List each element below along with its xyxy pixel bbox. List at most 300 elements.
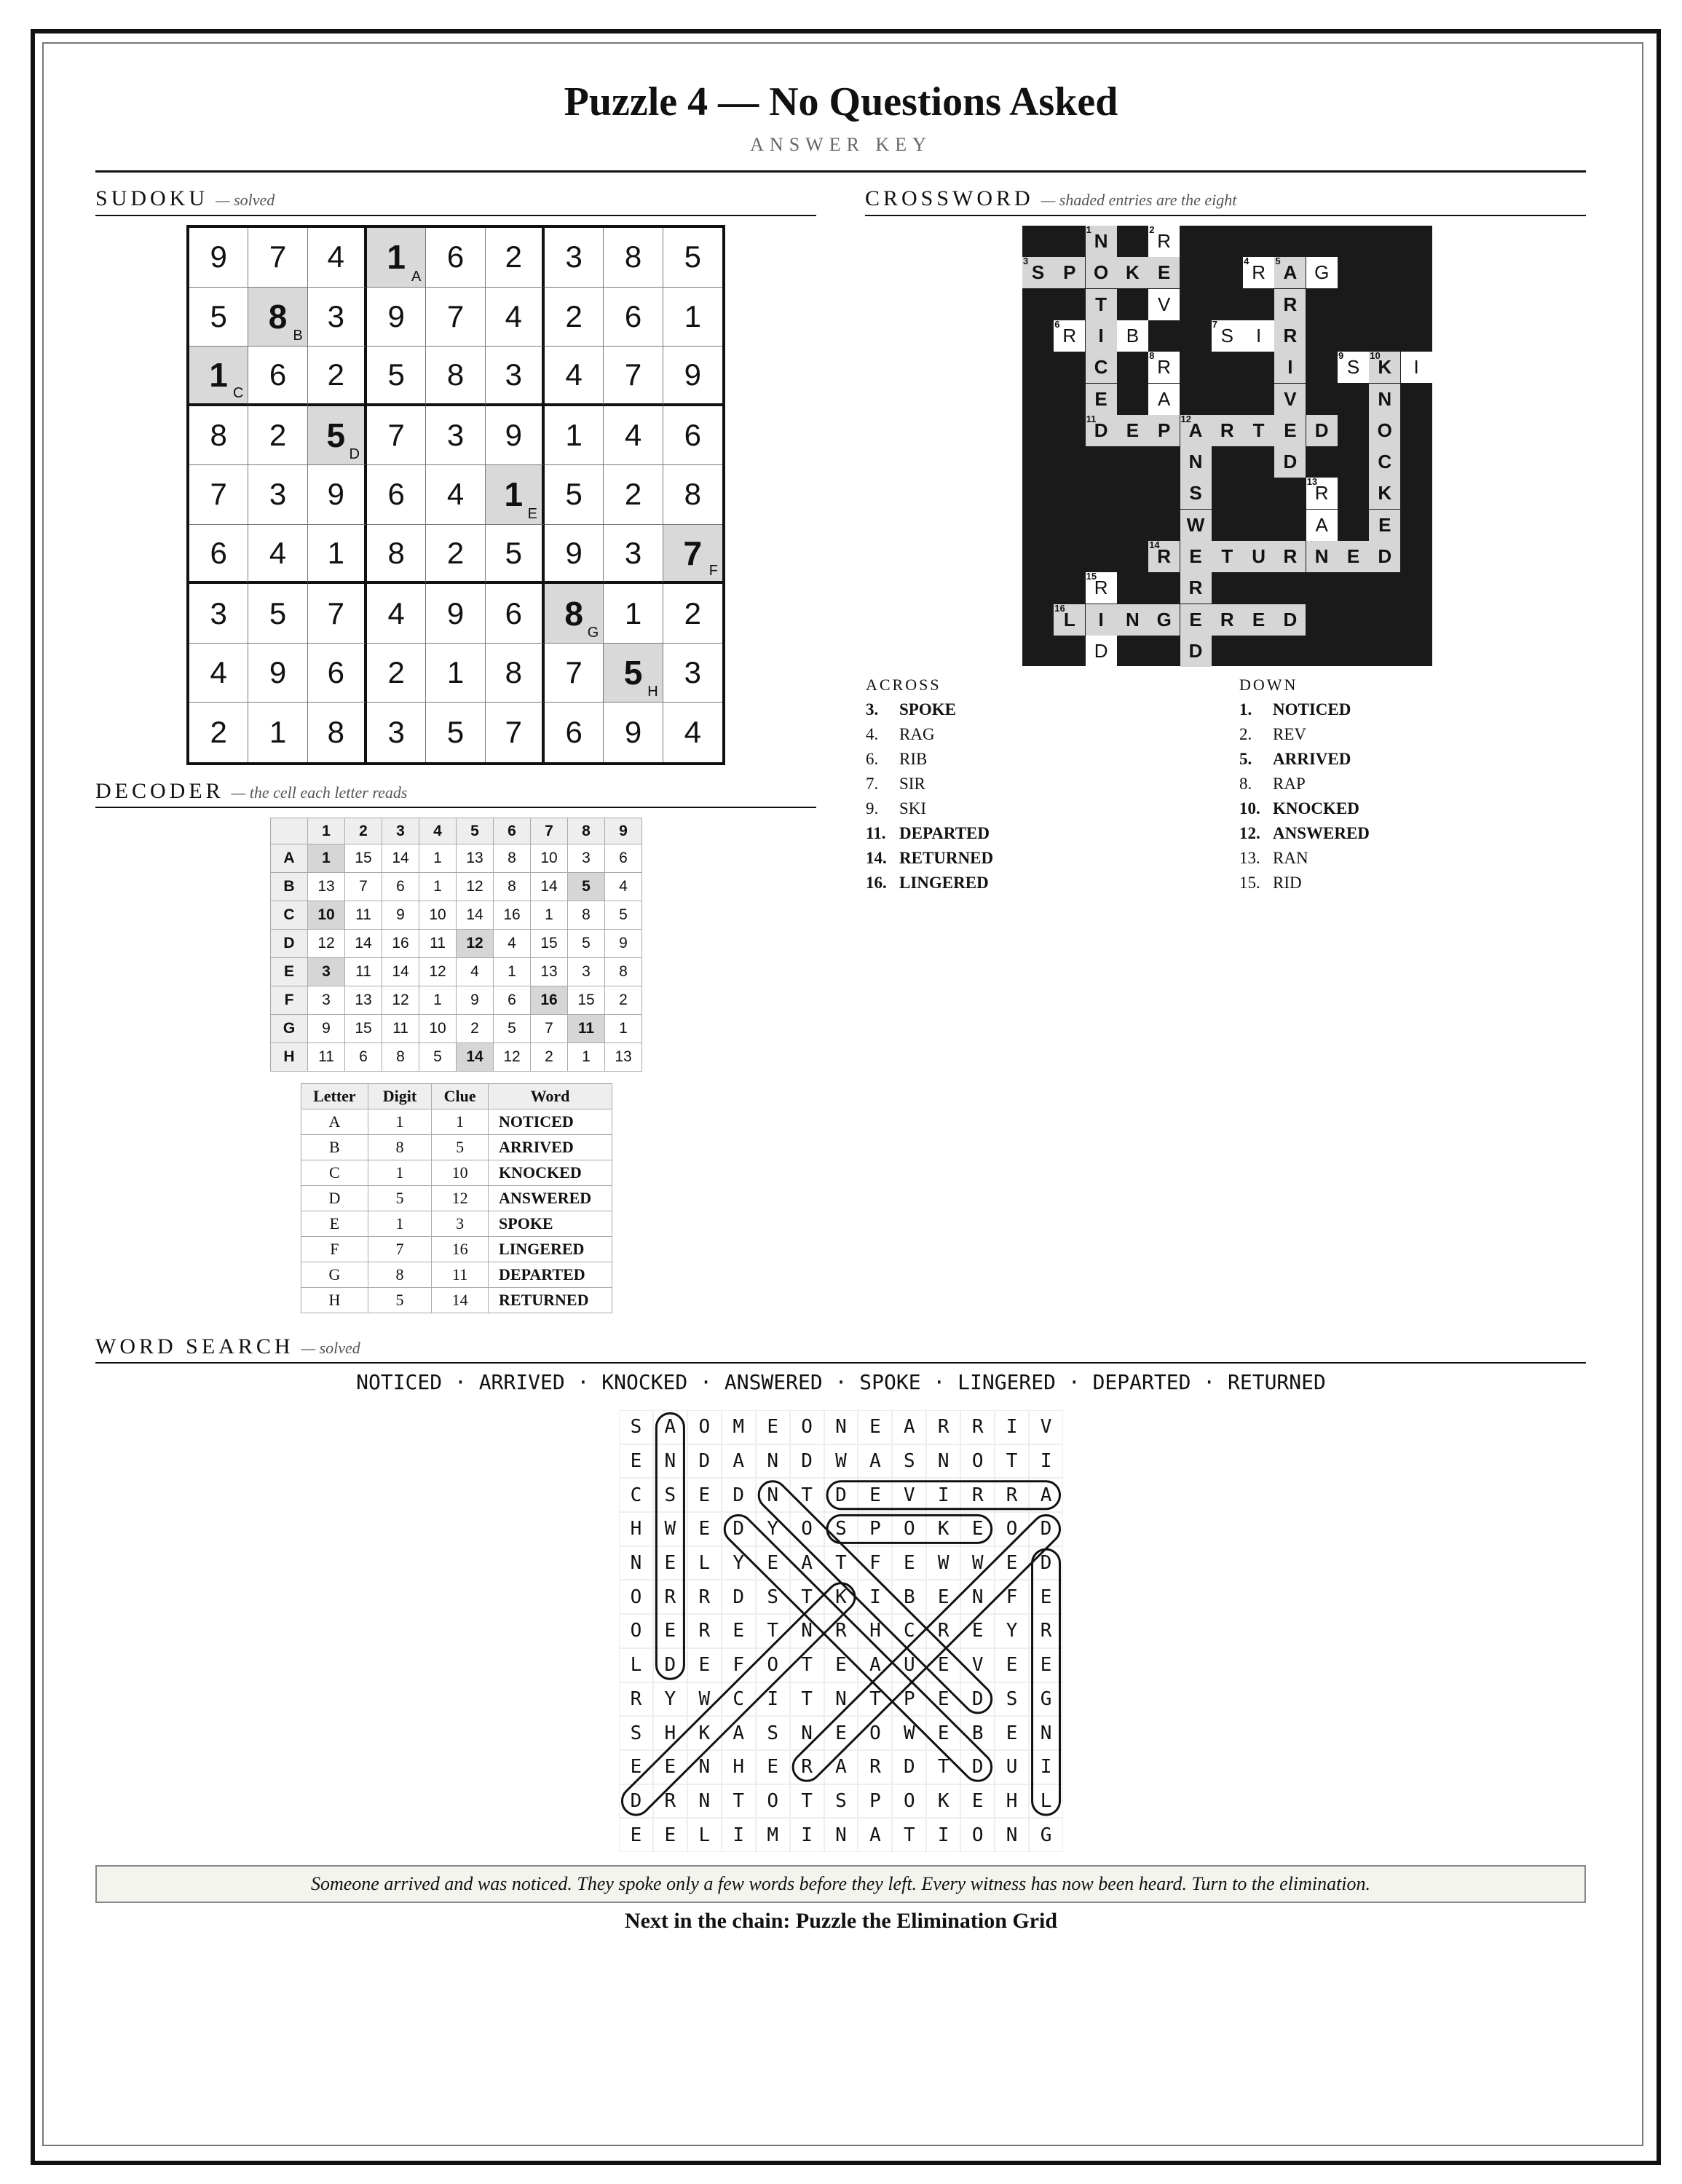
across-clue: 14. RETURNED <box>866 849 994 867</box>
wordsearch-letter[interactable]: V <box>892 1478 926 1512</box>
wordsearch-letter[interactable]: A <box>858 1648 892 1682</box>
wordsearch-letter[interactable]: I <box>722 1818 756 1852</box>
wordsearch-letter[interactable]: R <box>995 1478 1029 1512</box>
wordsearch-letter[interactable]: K <box>926 1512 960 1546</box>
crossword-letter: E <box>1346 545 1360 567</box>
wordsearch-letter[interactable]: T <box>722 1784 756 1819</box>
wordsearch-letter[interactable]: N <box>619 1546 653 1580</box>
wordsearch-letter[interactable]: Y <box>756 1512 790 1546</box>
wordsearch-letter[interactable]: F <box>995 1580 1029 1614</box>
wordsearch-letter[interactable]: R <box>687 1614 722 1648</box>
wordsearch-letter[interactable]: E <box>926 1580 960 1614</box>
wordsearch-letter[interactable]: C <box>892 1614 926 1648</box>
wordsearch-letter[interactable]: E <box>653 1750 687 1784</box>
decoder-cell: 15 <box>531 930 568 958</box>
wordsearch-letter[interactable]: A <box>653 1410 687 1444</box>
crossword-clue-number: 12 <box>1180 413 1191 424</box>
wordsearch-letter[interactable]: R <box>960 1410 995 1444</box>
crossword-clue-number: 15 <box>1086 571 1097 582</box>
sudoku-cell: 4 <box>308 228 367 288</box>
wordsearch-letter[interactable]: I <box>756 1682 790 1717</box>
wordsearch-letter[interactable]: E <box>687 1648 722 1682</box>
decoder-column-header: 9 <box>605 818 642 844</box>
wordsearch-letter[interactable]: E <box>926 1648 960 1682</box>
wordsearch-letter[interactable]: F <box>858 1546 892 1580</box>
wordsearch-letter[interactable]: E <box>926 1682 960 1717</box>
sudoku-cell: 1 <box>426 644 485 703</box>
wordsearch-letter[interactable]: E <box>619 1750 653 1784</box>
crossword-cell <box>1243 541 1274 572</box>
decoder-cell: 14 <box>382 958 419 986</box>
crossword-clue-number: 5 <box>1275 256 1281 267</box>
wordsearch-letter[interactable]: O <box>619 1580 653 1614</box>
crossword-letter: E <box>1378 513 1391 536</box>
wordsearch-letter[interactable]: A <box>824 1750 858 1784</box>
wordsearch-letter[interactable]: N <box>653 1444 687 1479</box>
crossword-letter: K <box>1378 482 1392 505</box>
wordsearch-letter[interactable]: R <box>687 1580 722 1614</box>
wordsearch-letter[interactable]: T <box>790 1648 824 1682</box>
wordsearch-letter[interactable]: P <box>892 1682 926 1717</box>
key-cell: 1 <box>368 1160 431 1186</box>
wordsearch-letter[interactable]: E <box>722 1614 756 1648</box>
wordsearch-letter[interactable]: Y <box>653 1682 687 1717</box>
down-clue: 5. ARRIVED <box>1239 750 1351 768</box>
wordsearch-letter[interactable]: O <box>960 1444 995 1479</box>
sudoku-cell: 3 <box>189 584 248 644</box>
wordsearch-letter[interactable]: I <box>1029 1444 1063 1479</box>
key-cell: D <box>301 1186 368 1211</box>
wordsearch-letter[interactable]: E <box>960 1784 995 1819</box>
sudoku-cell: 5 <box>545 465 604 525</box>
wordsearch-letter[interactable]: R <box>858 1750 892 1784</box>
wordsearch-letter[interactable]: E <box>1029 1648 1063 1682</box>
wordsearch-letter[interactable]: K <box>824 1580 858 1614</box>
decoder-cell: 13 <box>605 1043 642 1072</box>
across-clue: 3. SPOKE <box>866 700 956 719</box>
wordsearch-letter[interactable]: O <box>892 1512 926 1546</box>
sudoku-cell: 8 B <box>248 288 307 347</box>
decoder-row-header: F <box>271 986 308 1015</box>
wordsearch-letter[interactable]: N <box>1029 1716 1063 1750</box>
wordsearch-letter[interactable]: W <box>926 1546 960 1580</box>
wordsearch-letter[interactable]: T <box>824 1546 858 1580</box>
decoder-row <box>271 930 642 958</box>
crossword-letter: E <box>1158 261 1171 284</box>
wordsearch-letter[interactable]: A <box>858 1444 892 1479</box>
wordsearch-letter[interactable]: A <box>892 1410 926 1444</box>
decoder-cell: 8 <box>382 1043 419 1072</box>
wordsearch-letter[interactable]: S <box>756 1716 790 1750</box>
wordsearch-letter[interactable]: I <box>926 1818 960 1852</box>
decoder-cell: 10 <box>308 901 345 930</box>
next-puzzle-link[interactable]: Next in the chain: Puzzle the Elimination Grid <box>624 1909 1058 1933</box>
wordsearch-letter[interactable]: I <box>995 1410 1029 1444</box>
wordsearch-letter[interactable]: G <box>1029 1682 1063 1717</box>
wordsearch-letter[interactable]: E <box>926 1716 960 1750</box>
decoder-cell: 4 <box>494 930 531 958</box>
wordsearch-letter[interactable]: B <box>892 1580 926 1614</box>
wordsearch-letter[interactable]: H <box>619 1512 653 1546</box>
decoder-cell: 7 <box>345 873 382 901</box>
wordsearch-letter[interactable]: W <box>653 1512 687 1546</box>
wordsearch-letter[interactable]: C <box>619 1478 653 1512</box>
wordsearch-letter[interactable]: T <box>892 1818 926 1852</box>
decoder-column-header: 3 <box>382 818 419 844</box>
wordsearch-letter[interactable]: T <box>926 1750 960 1784</box>
wordsearch-letter[interactable]: E <box>960 1614 995 1648</box>
wordsearch-letter[interactable]: T <box>858 1682 892 1717</box>
wordsearch-letter[interactable]: E <box>995 1648 1029 1682</box>
key-cell: 3 <box>432 1211 489 1237</box>
wordsearch-letter[interactable]: A <box>790 1546 824 1580</box>
wordsearch-letter[interactable]: L <box>1029 1784 1063 1819</box>
wordsearch-letter[interactable]: S <box>756 1580 790 1614</box>
wordsearch-letter[interactable]: L <box>687 1546 722 1580</box>
wordsearch-letter[interactable]: T <box>790 1682 824 1717</box>
wordsearch-letter[interactable]: E <box>1029 1580 1063 1614</box>
decoder-cell: 6 <box>605 844 642 873</box>
sudoku-cell: 6 <box>189 525 248 585</box>
wordsearch-letter[interactable]: E <box>824 1648 858 1682</box>
wordsearch-letter[interactable]: A <box>858 1818 892 1852</box>
key-cell: B <box>301 1135 368 1160</box>
sudoku-cell: 4 <box>604 406 663 466</box>
crossword-cell <box>1148 226 1180 257</box>
sudoku-cell-tag: H <box>647 684 658 700</box>
sudoku-cell: 3 <box>604 525 663 585</box>
wordsearch-letter[interactable]: N <box>824 1682 858 1717</box>
sudoku-cell: 2 <box>308 347 367 406</box>
crossword-letter: E <box>1189 545 1202 567</box>
wordsearch-letter[interactable]: R <box>824 1614 858 1648</box>
crossword-letter: L <box>1063 608 1075 630</box>
down-clue: 8. RAP <box>1239 775 1306 793</box>
decoder-cell: 7 <box>531 1015 568 1043</box>
sudoku-cell: 5 <box>248 584 307 644</box>
wordsearch-letter[interactable]: T <box>756 1614 790 1648</box>
decoder-cell: 2 <box>531 1043 568 1072</box>
crossword-cell <box>1117 257 1148 288</box>
wordsearch-letter[interactable]: G <box>1029 1818 1063 1852</box>
wordsearch-letter[interactable]: D <box>960 1750 995 1784</box>
wordsearch-letter[interactable]: T <box>790 1784 824 1819</box>
wordsearch-letter[interactable]: E <box>653 1546 687 1580</box>
wordsearch-letter[interactable]: E <box>756 1410 790 1444</box>
wordsearch-letter[interactable]: S <box>824 1784 858 1819</box>
sudoku-cell: 7 <box>545 644 604 703</box>
wordsearch-letter[interactable]: W <box>960 1546 995 1580</box>
wordsearch-letter[interactable]: D <box>892 1750 926 1784</box>
sudoku-cell: 8 <box>663 465 722 525</box>
crossword-letter: N <box>1314 545 1329 567</box>
wordsearch-letter[interactable]: E <box>892 1546 926 1580</box>
wordsearch-letter[interactable]: Y <box>722 1546 756 1580</box>
wordsearch-letter[interactable]: E <box>687 1478 722 1512</box>
decoder-cell: 1 <box>419 873 457 901</box>
sudoku-rule <box>95 215 816 216</box>
crossword-cell <box>1243 604 1274 636</box>
key-cell: 16 <box>432 1237 489 1262</box>
sudoku-cell: 3 <box>486 347 545 406</box>
wordsearch-letter[interactable]: R <box>960 1478 995 1512</box>
across-heading: ACROSS <box>866 676 941 694</box>
crossword-cell <box>1086 257 1117 288</box>
crossword-letter: S <box>1346 356 1360 379</box>
wordsearch-letter[interactable]: E <box>858 1478 892 1512</box>
decoder-cell: 5 <box>494 1015 531 1043</box>
crossword-letter: N <box>1188 451 1203 473</box>
wordsearch-letter[interactable]: S <box>995 1682 1029 1717</box>
wordsearch-letter[interactable]: H <box>858 1614 892 1648</box>
sudoku-cell: 2 <box>486 228 545 288</box>
decoder-cell: 12 <box>419 958 457 986</box>
crossword-letter: U <box>1252 545 1266 567</box>
sudoku-cell: 9 <box>367 288 426 347</box>
wordsearch-letter[interactable]: S <box>619 1716 653 1750</box>
wordsearch-letter[interactable]: N <box>926 1444 960 1479</box>
wordsearch-letter[interactable]: T <box>995 1444 1029 1479</box>
crossword-letter: C <box>1378 451 1392 473</box>
wordsearch-letter[interactable]: H <box>653 1716 687 1750</box>
decoder-cell: 13 <box>531 958 568 986</box>
crossword-letter: S <box>1031 261 1045 284</box>
wordsearch-letter[interactable]: S <box>619 1410 653 1444</box>
wordsearch-letter[interactable]: O <box>790 1512 824 1546</box>
decoder-row-header: A <box>271 844 308 873</box>
wordsearch-letter[interactable]: C <box>722 1682 756 1717</box>
wordsearch-letter[interactable]: E <box>619 1444 653 1479</box>
crossword-cell <box>1086 572 1117 604</box>
wordsearch-letter[interactable]: A <box>722 1444 756 1479</box>
crossword-letter: N <box>1094 230 1108 252</box>
wordsearch-letter[interactable]: O <box>960 1818 995 1852</box>
wordsearch-letter[interactable]: E <box>824 1716 858 1750</box>
wordsearch-grid <box>619 1410 1063 1852</box>
wordsearch-letter[interactable]: W <box>892 1716 926 1750</box>
wordsearch-letter[interactable]: D <box>722 1580 756 1614</box>
crossword-letter: R <box>1157 356 1172 379</box>
wordsearch-letter[interactable]: O <box>756 1648 790 1682</box>
wordsearch-letter[interactable]: O <box>995 1512 1029 1546</box>
wordsearch-letter[interactable]: N <box>790 1614 824 1648</box>
decoder-cell: 9 <box>605 930 642 958</box>
wordsearch-letter[interactable]: O <box>756 1784 790 1819</box>
crossword-cell <box>1054 257 1085 288</box>
wordsearch-letter[interactable]: N <box>824 1818 858 1852</box>
crossword-cell <box>1117 320 1148 352</box>
decoder-column-header: 8 <box>568 818 605 844</box>
key-row <box>301 1288 612 1313</box>
crossword-cell <box>1148 541 1180 572</box>
wordsearch-letter[interactable]: S <box>892 1444 926 1479</box>
wordsearch-letter[interactable]: M <box>756 1818 790 1852</box>
decoder-cell: 6 <box>345 1043 382 1072</box>
wordsearch-letter[interactable]: E <box>619 1818 653 1852</box>
wordsearch-letter[interactable]: D <box>790 1444 824 1479</box>
wordsearch-letter[interactable]: R <box>790 1750 824 1784</box>
wordsearch-letter[interactable]: D <box>1029 1546 1063 1580</box>
crossword-letter: I <box>1255 324 1262 347</box>
wordsearch-letter[interactable]: E <box>653 1818 687 1852</box>
wordsearch-letter[interactable]: D <box>1029 1512 1063 1546</box>
key-cell: ARRIVED <box>489 1135 612 1160</box>
crossword-clue-number: 11 <box>1086 413 1097 424</box>
decoder-row-header: E <box>271 958 308 986</box>
crossword-clue-number: 14 <box>1149 539 1160 550</box>
wordsearch-letter[interactable]: W <box>687 1682 722 1717</box>
crossword-cell <box>1274 289 1306 320</box>
wordsearch-letter[interactable]: D <box>722 1512 756 1546</box>
wordsearch-letter[interactable]: V <box>960 1648 995 1682</box>
wordsearch-letter[interactable]: D <box>722 1478 756 1512</box>
sudoku-cell: 8 G <box>545 584 604 644</box>
key-cell: DEPARTED <box>489 1262 612 1288</box>
wordsearch-letter[interactable]: L <box>687 1818 722 1852</box>
sudoku-cell: 2 <box>189 703 248 762</box>
wordsearch-letter[interactable]: D <box>960 1682 995 1717</box>
down-clue: 10. KNOCKED <box>1239 799 1359 818</box>
wordsearch-letter[interactable]: E <box>960 1512 995 1546</box>
wordsearch-letter[interactable]: O <box>858 1716 892 1750</box>
wordsearch-letter[interactable]: I <box>858 1580 892 1614</box>
decoder-cell: 9 <box>457 986 494 1015</box>
wordsearch-letter[interactable]: N <box>756 1444 790 1479</box>
wordsearch-letter[interactable]: F <box>722 1648 756 1682</box>
key-cell: KNOCKED <box>489 1160 612 1186</box>
story-message: Someone arrived and was noticed. They spoke only a few words before they left. Every witness has now been heard. Turn to the elimination. <box>95 1865 1586 1903</box>
wordsearch-letter[interactable]: S <box>653 1478 687 1512</box>
sudoku-cell-tag: E <box>527 505 537 522</box>
wordsearch-letter[interactable]: N <box>824 1410 858 1444</box>
crossword-cell <box>1274 384 1306 415</box>
wordsearch-letter[interactable]: R <box>926 1410 960 1444</box>
wordsearch-letter[interactable]: D <box>687 1444 722 1479</box>
sudoku-cell: 3 <box>426 406 485 466</box>
key-cell: C <box>301 1160 368 1186</box>
sudoku-cell: 2 <box>663 584 722 644</box>
decoder-cell: 1 <box>531 901 568 930</box>
wordsearch-letter[interactable]: E <box>995 1716 1029 1750</box>
wordsearch-letter[interactable]: N <box>960 1580 995 1614</box>
key-cell: 1 <box>368 1211 431 1237</box>
wordsearch-letter[interactable]: A <box>1029 1478 1063 1512</box>
crossword-letter: P <box>1063 261 1076 284</box>
wordsearch-letter[interactable]: D <box>653 1648 687 1682</box>
key-cell: LINGERED <box>489 1237 612 1262</box>
decoder-cell: 13 <box>345 986 382 1015</box>
decoder-column-header: 4 <box>419 818 457 844</box>
wordsearch-letter[interactable]: T <box>790 1580 824 1614</box>
wordsearch-letter[interactable]: B <box>960 1716 995 1750</box>
crossword-cell <box>1148 415 1180 446</box>
key-cell: ANSWERED <box>489 1186 612 1211</box>
decoder-cell: 5 <box>605 901 642 930</box>
wordsearch-letter[interactable]: H <box>722 1750 756 1784</box>
sudoku-cell: 5 D <box>308 406 367 466</box>
crossword-letter: S <box>1189 482 1202 505</box>
wordsearch-letter[interactable]: N <box>995 1818 1029 1852</box>
wordsearch-letter[interactable]: D <box>619 1784 653 1819</box>
wordsearch-letter[interactable]: O <box>619 1614 653 1648</box>
crossword-letter: P <box>1158 419 1171 441</box>
wordsearch-letter[interactable]: E <box>653 1614 687 1648</box>
sudoku-cell: 9 <box>426 584 485 644</box>
sudoku-cell-tag: F <box>708 563 718 579</box>
wordsearch-letter[interactable]: R <box>1029 1614 1063 1648</box>
wordsearch-letter[interactable]: N <box>756 1478 790 1512</box>
wordsearch-letter[interactable]: R <box>653 1580 687 1614</box>
wordsearch-letter[interactable]: K <box>687 1716 722 1750</box>
wordsearch-letter[interactable]: K <box>926 1784 960 1819</box>
wordsearch-letter[interactable]: A <box>722 1716 756 1750</box>
crossword-cell <box>1401 352 1432 383</box>
crossword-cell <box>1180 572 1212 604</box>
wordsearch-letter[interactable]: U <box>995 1750 1029 1784</box>
wordsearch-letter[interactable]: D <box>824 1478 858 1512</box>
wordsearch-letter[interactable]: L <box>619 1648 653 1682</box>
key-cell: 5 <box>432 1135 489 1160</box>
crossword-letter: V <box>1284 387 1297 410</box>
decoder-cell: 4 <box>605 873 642 901</box>
wordsearch-letter[interactable]: T <box>790 1478 824 1512</box>
crossword-cell <box>1117 415 1148 446</box>
key-cell: 8 <box>368 1262 431 1288</box>
wordsearch-letter[interactable]: U <box>892 1648 926 1682</box>
crossword-letter: N <box>1378 387 1392 410</box>
crossword-clue-number: 2 <box>1149 224 1155 235</box>
wordsearch-letter[interactable]: R <box>653 1784 687 1819</box>
wordsearch-letter[interactable]: E <box>756 1546 790 1580</box>
crossword-cell <box>1148 604 1180 636</box>
crossword-letter: S <box>1220 324 1233 347</box>
wordsearch-letter[interactable]: E <box>858 1410 892 1444</box>
decoder-cell: 1 <box>605 1015 642 1043</box>
wordsearch-letter[interactable]: E <box>995 1546 1029 1580</box>
wordsearch-letter[interactable]: O <box>790 1410 824 1444</box>
wordsearch-letter[interactable]: N <box>687 1784 722 1819</box>
wordsearch-letter[interactable]: E <box>756 1750 790 1784</box>
wordsearch-letter[interactable]: P <box>858 1784 892 1819</box>
crossword-letter: R <box>1188 577 1203 599</box>
wordsearch-letter[interactable]: N <box>790 1716 824 1750</box>
wordsearch-letter[interactable]: P <box>858 1512 892 1546</box>
wordsearch-letter[interactable]: S <box>824 1512 858 1546</box>
crossword-letter: R <box>1157 545 1172 567</box>
wordsearch-letter[interactable]: N <box>687 1750 722 1784</box>
wordsearch-letter[interactable]: M <box>722 1410 756 1444</box>
sudoku-cell-tag: A <box>411 268 422 285</box>
wordsearch-letter[interactable]: E <box>687 1512 722 1546</box>
sudoku-cell: 6 <box>426 228 485 288</box>
sudoku-cell: 9 <box>248 644 307 703</box>
wordsearch-letter[interactable]: W <box>824 1444 858 1479</box>
crossword-letter: W <box>1186 513 1205 536</box>
wordsearch-letter[interactable]: V <box>1029 1410 1063 1444</box>
wordsearch-letter[interactable]: I <box>926 1478 960 1512</box>
wordsearch-letter[interactable]: Y <box>995 1614 1029 1648</box>
wordsearch-letter[interactable]: R <box>926 1614 960 1648</box>
wordsearch-letter[interactable]: R <box>619 1682 653 1717</box>
wordsearch-letter[interactable]: O <box>687 1410 722 1444</box>
crossword-cell <box>1274 541 1306 572</box>
wordsearch-letter[interactable]: I <box>790 1818 824 1852</box>
wordsearch-letter[interactable]: H <box>995 1784 1029 1819</box>
wordsearch-letter[interactable]: O <box>892 1784 926 1819</box>
crossword-clue-number: 3 <box>1023 256 1029 267</box>
wordsearch-letter[interactable]: I <box>1029 1750 1063 1784</box>
decoder-cell: 1 <box>419 844 457 873</box>
